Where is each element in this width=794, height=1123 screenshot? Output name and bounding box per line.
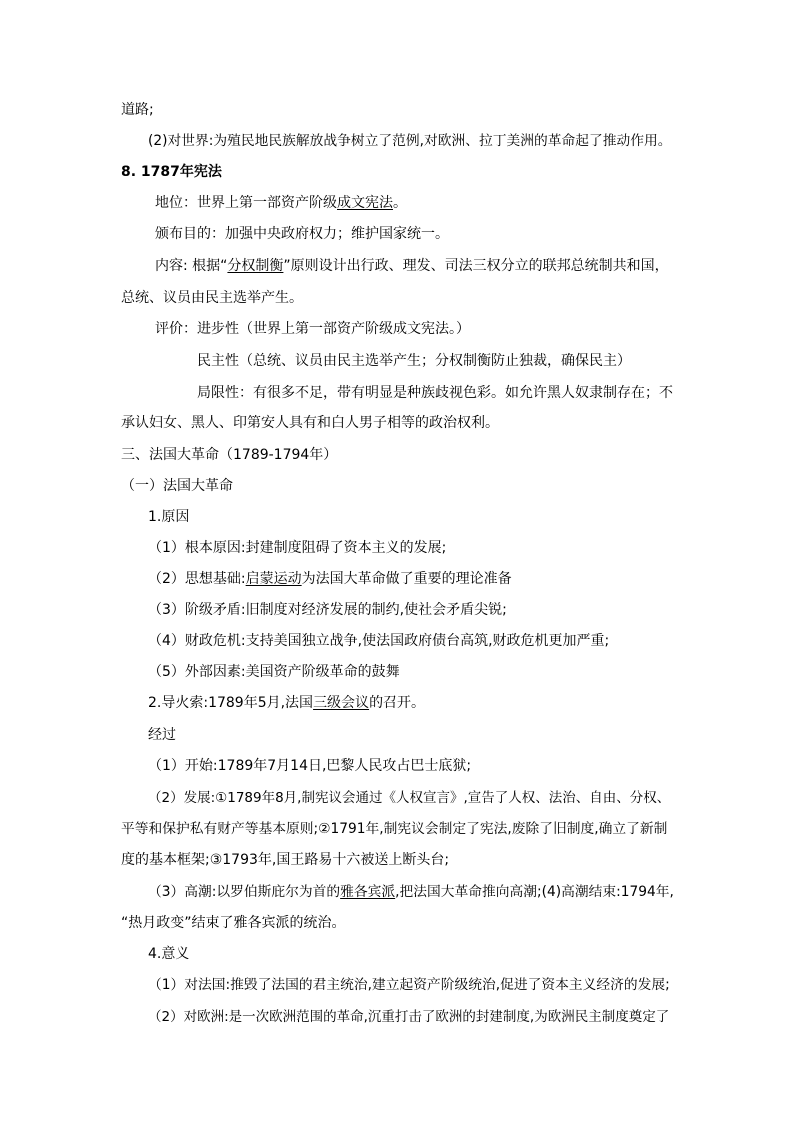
text-line: （1）根本原因:封建制度阻碍了资本主义的发展; [148, 540, 447, 556]
section-heading: 三、法国大革命（1789-1794年） [121, 447, 338, 463]
item-heading: 4.意义 [148, 946, 190, 962]
subsection-heading: （一）法国大革命 [121, 478, 233, 494]
text-segment: 地位：世界上第一部资产阶级 [155, 195, 337, 211]
text-line: 度的基本框架;③1793年,国王路易十六被送上断头台; [121, 852, 450, 868]
text-line: （2）对欧洲:是一次欧洲范围的革命,沉重打击了欧洲的封建制度,为欧洲民主制度奠定了 [148, 1009, 670, 1025]
text-line: （5）外部因素:美国资产阶级革命的鼓舞 [148, 664, 400, 680]
item-heading: 经过 [148, 727, 176, 743]
text-line: 民主性（总统、议员由民主选举产生；分权制衡防止独裁，确保民主） [197, 353, 631, 369]
text-segment: ,把法国大革命推向高潮;(4)高潮结束:1794年, [395, 884, 674, 900]
text-segment: 。 [393, 195, 407, 211]
text-segment: 内容: 根据“ [155, 258, 228, 274]
underlined-term: 成文宪法 [337, 195, 393, 211]
text-line: 评价：进步性（世界上第一部资产阶级成文宪法。） [155, 321, 470, 337]
text-line [148, 694, 425, 712]
text-line: （4）财政危机:支持美国独立战争,使法国政府债台高筑,财政危机更加严重; [148, 633, 610, 649]
underlined-term: 启蒙运动 [245, 571, 302, 587]
text-segment: ”原则设计出行政、理发、司法三权分立的联邦总统制共和国， [283, 258, 669, 274]
text-line: (2)对世界:为殖民地民族解放战争树立了范例,对欧洲、拉丁美洲的革命起了推动作用。 [148, 133, 672, 149]
underlined-term: 分权制衡 [227, 258, 284, 274]
text-line: （3）阶级矛盾:旧制度对经济发展的制约,使社会矛盾尖锐; [148, 602, 507, 618]
text-line: 颁布目的：加强中央政府权力；维护国家统一。 [155, 226, 449, 242]
underlined-term: 三级会议 [313, 695, 370, 711]
text-line [155, 257, 669, 275]
text-segment: 为法国大革命做了重要的理论准备 [301, 571, 512, 587]
text-line: （2）发展:①1789年8月,制宪议会通过《人权宣言》,宣告了人权、法治、自由、分权、 [148, 790, 671, 806]
underlined-term: 雅各宾派 [340, 884, 396, 900]
text-segment: 2.导火索:1789年5月,法国 [148, 695, 314, 711]
text-segment: 的召开。 [369, 695, 426, 711]
text-line: “热月政变”结束了雅各宾派的统治。 [121, 915, 346, 931]
text-line: （1）开始:1789年7月14日,巴黎人民攻占巴士底狱; [148, 758, 472, 774]
item-heading: 1.原因 [148, 509, 190, 525]
text-line: 局限性：有很多不足，带有明显是种族歧视色彩。如允许黑人奴隶制存在；不 [197, 385, 673, 401]
text-line: 总统、议员由民主选举产生。 [121, 290, 303, 306]
section-heading: 8. 1787年宪法 [121, 164, 222, 180]
text-line [148, 570, 512, 588]
text-segment: （3）高潮:以罗伯斯庇尔为首的 [148, 884, 341, 900]
text-line: 承认妇女、黑人、印第安人具有和白人男子相等的政治权利。 [121, 415, 499, 431]
text-segment: （2）思想基础: [148, 571, 246, 587]
text-line: 道路; [121, 102, 154, 118]
text-line: （1）对法国:推毁了法国的君主统治,建立起资产阶级统治,促进了资本主义经济的发展; [148, 977, 670, 993]
text-line [148, 883, 674, 901]
text-line [155, 194, 407, 212]
text-line: 平等和保护私有财产等基本原则;②1791年,制宪议会制定了宪法,废除了旧制度,确立了新制 [121, 821, 668, 837]
